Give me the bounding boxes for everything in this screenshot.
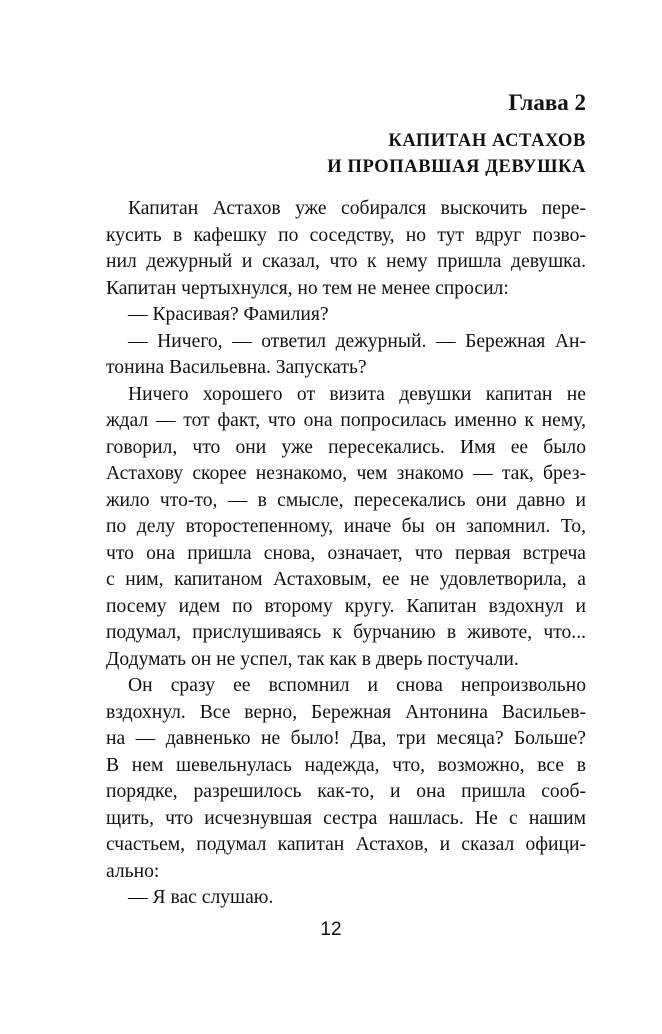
text-line: подумал, прислушиваясь к бурчанию в животе, что...	[106, 622, 586, 643]
text-line: — Я вас слушаю.	[128, 887, 274, 908]
chapter-heading: Глава 2	[508, 90, 586, 115]
text-line: Капитан чертыхнулся, но тем не менее спросил:	[106, 277, 509, 299]
text-line: с ним, капитаном Астаховым, ее не удовлетворила, а	[106, 569, 586, 590]
text-line: Он сразу ее вспомнил и снова непроизвольно	[128, 675, 586, 696]
text-line: жило что-то, — в смысле, пересекались они давно и	[106, 489, 586, 511]
text-line: говорил, что они уже пересекались. Имя ее было	[106, 436, 586, 458]
text-line: В нем шевельнулась надежда, что, возможно, все в	[106, 754, 586, 776]
chapter-title-line: КАПИТАН АСТАХОВ	[388, 131, 586, 151]
chapter-title-line: И ПРОПАВШАЯ ДЕВУШКА	[327, 157, 586, 177]
text-line: — Красивая? Фамилия?	[128, 304, 329, 325]
text-line: по делу второстепенному, иначе бы он запомнил. То,	[106, 516, 586, 537]
text-line: Ничего хорошего от визита девушки капитан не	[128, 383, 586, 405]
text-line: Капитан Астахов уже собирался выскочить пере-	[128, 198, 586, 219]
text-line: Астахову скорее незнакомо, чем знакомо — так, брез-	[106, 463, 586, 484]
text-line: счастьем, подумал капитан Астахов, и сказал офици-	[106, 834, 586, 855]
text-line: на — давненько не было! Два, три месяца? Больше?	[106, 728, 586, 749]
page-number: 12	[320, 919, 342, 940]
text-line: посему идем по второму кругу. Капитан вздохнул и	[106, 595, 586, 617]
body-text	[106, 196, 586, 912]
text-line: нил дежурный и сказал, что к нему пришла девушка.	[106, 251, 586, 272]
text-line: тонина Васильевна. Запускать?	[106, 357, 367, 378]
text-line: ждал — тот факт, что она попросилась именно к нему,	[106, 410, 586, 431]
text-line: — Ничего, — ответил дежурный. — Бережная Ан-	[128, 330, 586, 352]
text-line: порядке, разрешилось как-то, и она пришла сооб-	[106, 781, 586, 802]
text-line: вздохнул. Все верно, Бережная Антонина Васильев-	[106, 701, 586, 723]
text-line: ально:	[106, 860, 160, 882]
text-line: Додумать он не успел, так как в дверь постучали.	[106, 648, 519, 670]
text-line: что она пришла снова, означает, что первая встреча	[106, 542, 586, 564]
text-line: щить, что исчезнувшая сестра нашлась. Не с нашим	[106, 807, 586, 829]
chapter-title	[327, 128, 586, 180]
text-line: кусить в кафешку по соседству, но тут вдруг позво-	[106, 224, 586, 246]
